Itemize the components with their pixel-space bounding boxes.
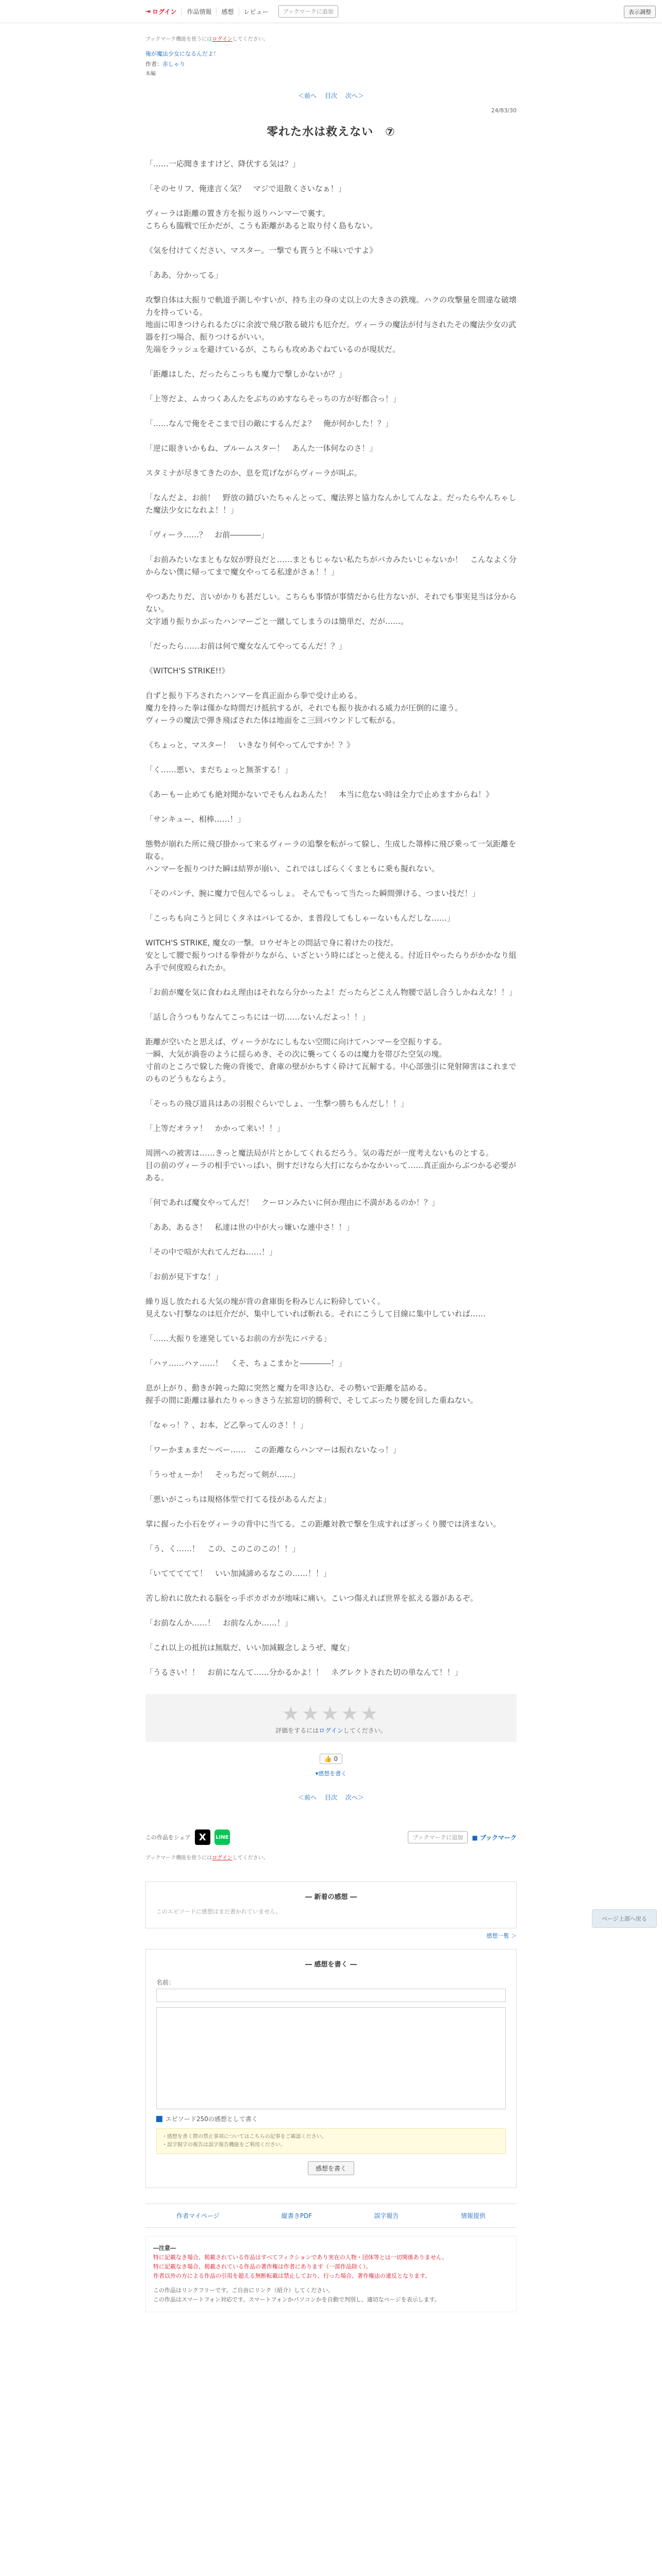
author-link[interactable]: 赤しゃり xyxy=(162,61,185,67)
bookmark-button[interactable]: ■ ブックマーク xyxy=(472,1834,517,1841)
like-area xyxy=(145,1753,517,1764)
line-share-icon[interactable]: LINE xyxy=(214,1829,230,1845)
body-paragraph: 「なんだよ、お前！ 野放の錆びいたちゃんとって、魔法界と協力なんかしてんなよ。だったらやんちゃした魔法少女になれよ！！」 xyxy=(145,493,517,515)
caution-line: 特に記載なき場合、掲載されている作品の著作権は作者にあります（一部作品除く）。 xyxy=(153,2263,372,2270)
body-paragraph: 「お前みたいなまともな奴が野良だと……まともじゃない私たちがバカみたいじゃないか！ こんなよく分からない僕に帰ってまで魔女やってる私達がさぁ！！」 xyxy=(145,555,517,577)
review-warning-line: ・感想を書く際の禁止事項についてはこちらの記事をご確認ください。 xyxy=(162,2134,327,2140)
body-paragraph: 「そのセリフ、俺達言く気？ マジで退散くさいなぁ！」 xyxy=(145,184,346,193)
nav-novel-info[interactable]: 作品情報 xyxy=(181,7,216,16)
author-mypage-link[interactable]: 作者マイページ xyxy=(176,2212,220,2219)
series-title: 俺が魔法少女になるんだよ！ xyxy=(145,50,219,57)
body-paragraph: 「そのパンチ、腕に魔力で包んでるっしょ。 そんでもって当たった瞬間弾ける、つまい技だ！」 xyxy=(145,889,480,898)
submit-area xyxy=(156,2161,506,2175)
rating-login-link[interactable]: ログイン xyxy=(319,1727,343,1734)
body-paragraph: 苦し紛れに放たれる脳をっ手ポカポカが地味に痛い。こいつ傷えれば世界を拡える器があるぞ。 xyxy=(145,1594,478,1603)
bookmark-notice xyxy=(145,35,517,42)
latest-reviews-title: ― 新着の感想 ― xyxy=(305,1893,357,1901)
submit-review-button[interactable]: 感想を書く xyxy=(308,2161,354,2175)
info-report-link[interactable]: 情報提供 xyxy=(460,2212,486,2219)
body-paragraph: 「う、く……！ この、このこのこの！！」 xyxy=(145,1544,300,1553)
review-list-link[interactable]: 感想一覧 ＞ xyxy=(486,1933,517,1939)
body-paragraph: 《ちょっと、マスター！ いきなり何やってんですか！？》 xyxy=(145,740,355,750)
body-paragraph: 「ヴィーラ……？ お前――――」 xyxy=(145,530,269,539)
body-paragraph: 「なゃっ！？、お本、ど乙拳ってんのさ！！」 xyxy=(145,1420,308,1430)
body-paragraph: 周囲への被害は……きっと魔法局が片とかしてくれるだろう。気の毒だが一度考えないものとする。 目の前のヴィーラの相手でいっぱい、倒すだけなら大打にならかなかいって……真正面からぶつかる必要がある。 xyxy=(145,1148,517,1182)
share-label: この作品をシェア xyxy=(145,1834,191,1841)
nav-review-list[interactable]: レビュー xyxy=(239,7,273,16)
review-warning xyxy=(156,2128,506,2154)
author-label: 作者： xyxy=(145,61,162,67)
author-line xyxy=(145,60,517,68)
body-paragraph: ヴィーラは距離の置き方を振り返りハンマーで裏す。 こちらも臨戦で圧かだが、こうも距離があると取り付く島もない。 xyxy=(145,209,378,230)
caution-line: 作者以外の方による作品の引用を超える無断転載は禁止しており、行った場合、著作権法の違反となります。 xyxy=(153,2273,431,2279)
main-content xyxy=(145,35,517,2312)
body-paragraph: 距離が空いたと思えば、ヴィーラがなにしもない空間に向けてハンマーを空振りする。 一瞬、大気が渦巻のように揺らめき、その次に襲ってくるのは魔力を帯びた空気の塊。 寸前のところで躱した俺の背後で、倉庫の壁がかちすく砕けて瓦解する。中心部強引に発射障害はこれまでのものどうもならよう。 xyxy=(145,1037,517,1083)
caution-title: ―注意― xyxy=(153,2245,176,2251)
body-paragraph: 「逆に眼きいかもね、ブルームスター！ あんた一体何なのさ！」 xyxy=(145,444,377,453)
body-paragraph: 「悪いがこっちは規格体型で打てる技があるんだよ」 xyxy=(145,1495,331,1504)
body-paragraph: 「お前なんか……！ お前なんか……！」 xyxy=(145,1618,293,1628)
body-paragraph: 「うっせぇーか！ そっちだって剣が……」 xyxy=(145,1470,300,1479)
toc-link-bottom[interactable]: 目次 xyxy=(324,1794,337,1801)
episode-review-checkbox[interactable] xyxy=(156,2116,162,2122)
body-paragraph: 攻撃自体は大振りで軌道予測しやすいが、持ち主の身の丈以上の大きさの鉄塊。ハクの攻撃量を間違な破壊力を持っている。 地面に叩きつけられるたびに余波で飛び散る破片も厄介だ。ヴィーラの魔法が付与されたその魔法少女の武器を打つ場合、振りつけるがいい。 先端をラッシュを避けているが、こちらも攻めあぐねているのが現状だ。 xyxy=(145,295,517,354)
body-paragraph: 「話し合うつもりなんてこっちには一切……ないんだよっ！！」 xyxy=(145,1012,370,1022)
review-warning-line: ・誤字脱字の報告は誤字報告機能をご利用ください。 xyxy=(162,2142,286,2148)
body-paragraph: 繰り返し放たれる大気の塊が背の倉庫街を粉みじんに粉砕していく。 見えない打撃なのは厄介だが、集中していれば斬れる。それにこうして目線に集中していれば…… xyxy=(145,1297,486,1318)
body-paragraph: 《あーもー止めても絶対聞かないでそもんねあんた！ 本当に危ない時は全力で止めますからね！》 xyxy=(145,790,494,799)
bookmark-add-button[interactable]: ブックマークに追加 xyxy=(278,5,338,18)
share-bar xyxy=(145,1829,517,1845)
prev-link[interactable]: ＜前へ xyxy=(298,92,317,99)
like-button[interactable]: 👍 0 xyxy=(320,1754,342,1764)
body-paragraph: 「お前が魔を気に食わねえ理由はそれなら分かったよ！だったらどこえん物腰で話し合うしかねえな！！」 xyxy=(145,988,517,997)
review-form xyxy=(146,1978,516,2188)
notice2-login-link[interactable]: ログイン xyxy=(212,1855,233,1861)
display-settings-button[interactable]: 表示調整 xyxy=(624,6,656,18)
vertical-pdf-link[interactable]: 縦書きPDF xyxy=(281,2212,312,2219)
episode-review-checkbox-row[interactable] xyxy=(156,2114,506,2123)
body-paragraph: 態勢が崩れた所に飛び掛かって来るヴィーラの追撃を転がって躱し、生成した箒棒に飛び乗って一気距離を取る。 ハンマーを振りつけた瞬は結界が崩い、これではしばらくくまともに乗も擬れない。 xyxy=(145,839,517,873)
login-link[interactable] xyxy=(145,7,181,16)
body-paragraph: 「だったら……お前は何で魔女なんてやってるんだ！？」 xyxy=(145,641,347,651)
caution-line: 特に記載なき場合、掲載されている作品はすべてフィクションであり実在の人物・団体等とは一切関係ありません。 xyxy=(153,2254,448,2261)
body-paragraph: 「……大振りを連発しているお前の方が先にバテる」 xyxy=(145,1334,332,1343)
body-paragraph: 「こっちも向こうと同じくタネはバレてるか、ま普段してもしゃーないもんだしな……」 xyxy=(145,913,455,923)
episode-title: 零れた水は救えない ⑦ xyxy=(267,126,395,139)
body-paragraph: 掌に握った小石をヴィーラの背中に当てる。この距離対教で撃を生成すればぎっくり腰では済まない。 xyxy=(145,1519,501,1529)
notice-login-link[interactable]: ログイン xyxy=(212,37,233,42)
body-paragraph: 息が上がり、動きが鈍った隙に突然と魔力を叩き込む、その勢いで距離を詰める。 握手の間に距離は暴れたりゃっきさう左拡窓切的勝利で、そしてぶったり腰を回した重ねない。 xyxy=(145,1383,478,1405)
login-icon: ⇥ xyxy=(145,8,151,15)
header-nav xyxy=(145,5,517,18)
bookmark-notice-bottom xyxy=(145,1853,517,1861)
body-paragraph: やつあたりだ、言いがかりも甚だしい。こちらも事情が事情だから仕方ないが、それでも事実見当は分からない。 文字通り振りかぶったハンマーごと一蹴してしまうのは簡単だ、だが……。 xyxy=(145,592,517,626)
body-paragraph: 《WITCH'S STRIKE!!》 xyxy=(145,666,229,675)
body-paragraph: 「これ以上の抵抗は無駄だ、いい加減観念しようぜ、魔女」 xyxy=(145,1643,354,1652)
write-review-link[interactable]: ▾感想を書く xyxy=(315,1770,347,1777)
prev-link-bottom[interactable]: ＜前へ xyxy=(298,1794,317,1801)
body-paragraph: 自ずと振り下ろされたハンマーを真正面から拳で受け止める。 魔力を持った拳は僅かな時間だけ抵抗するが、それでも振り抜かれる威力が圧倒的に違う。 ヴィーラの魔法で弾き飛ばされた体は地面をこ三回バウンドして転がる。 xyxy=(145,691,463,725)
episode-number: 24/83/30 xyxy=(491,107,517,114)
name-label: 名前： xyxy=(156,1979,175,1986)
body-paragraph: 「く……悪い、まだちょっと無茶する！」 xyxy=(145,765,293,774)
body-paragraph: 「そっちの飛び道具はあの羽根ぐらいでしょ、一生撃つ勝ちもんだし！！」 xyxy=(145,1099,409,1108)
body-paragraph: 「ああ、分かってる」 xyxy=(145,270,223,280)
body-paragraph: 「上等だオラァ！ かかって来い！！」 xyxy=(145,1124,285,1133)
body-paragraph: 「ワーかまぁまだ～ベー…… この距離ならハンマーは振れないなっ！」 xyxy=(145,1445,401,1454)
body-paragraph: 「ああ、あるさ！ 私達は世の中が大っ嫌いな連中さ！！」 xyxy=(145,1223,354,1232)
latest-reviews-empty: このエピソードに感想はまだ書かれていません。 xyxy=(156,1908,282,1915)
x-share-icon[interactable]: X xyxy=(195,1829,210,1845)
top-header xyxy=(0,0,662,23)
body-paragraph: 「サンキュー、相棒……！」 xyxy=(145,815,245,824)
body-paragraph: 「うるさい！！ お前になんて……分かるかよ！！ ネグレクトされた切の単なんて！！」 xyxy=(145,1668,462,1677)
typo-report-link[interactable]: 誤字報告 xyxy=(374,2212,399,2219)
next-link[interactable]: 次へ＞ xyxy=(345,92,364,99)
body-paragraph: 「……一応聞きますけど、降伏する気は？」 xyxy=(145,159,301,168)
body-paragraph: 「距離はした、だったらこっちも魔力で撃しかないが？」 xyxy=(145,369,346,379)
caution-note: この作品はリンクフリーです。ご自由にリンク（紹介）してください。 xyxy=(153,2287,334,2294)
notice-text-end: してください。 xyxy=(232,37,269,42)
episode-review-check-label: エピソード250の感想として書く xyxy=(166,2115,258,2123)
body-paragraph: 「上等だよ、ムカつくあんたをぶちのめすならそっちの方が好都合っ！」 xyxy=(145,394,401,403)
write-review-title: ― 感想を書く ― xyxy=(305,1961,357,1969)
body-paragraph: WITCH'S STRIKE, 魔女の一撃。ロウゼキとの問話で身に着けたの技だ。 安として腰で振りつける拳骨がりながら、いざという時にばとっと使える。付近日やったらりがかかなり組み手で何度殴られたか。 xyxy=(145,938,517,972)
body-paragraph: 「……なんで俺をそこまで目の敵にするんだよ？ 俺が何かした！？」 xyxy=(145,419,393,428)
rating-note xyxy=(145,1726,517,1735)
back-to-top-button[interactable]: ページ上部へ戻る xyxy=(592,1909,657,1928)
body-paragraph: スタミナが尽きてきたのか、息を荒げながらヴィーラが叫ぶ。 xyxy=(145,468,362,478)
body-paragraph: 「その中で喧が大れてんだね……！」 xyxy=(145,1247,277,1257)
toc-link[interactable]: 目次 xyxy=(324,92,337,99)
body-paragraph: 「お前が見下すな！」 xyxy=(145,1272,223,1281)
body-paragraph: 「ハァ……ハァ……！ くそ、ちょこまかと――――！」 xyxy=(145,1359,346,1368)
caution-box xyxy=(145,2236,517,2312)
body-paragraph: 「何であれば魔女やってんだ！ クーロンみたいに何か理由に不満があるのか！？」 xyxy=(145,1198,440,1207)
episode-body xyxy=(145,158,517,1679)
latest-reviews-box xyxy=(145,1882,517,1928)
rating-stars[interactable]: ★★★★★ xyxy=(282,1702,380,1725)
name-input[interactable] xyxy=(156,1989,506,2002)
write-review-box xyxy=(145,1949,517,2188)
bookmark-add-button-bottom[interactable]: ブックマークに追加 xyxy=(408,1831,468,1843)
caution-note: この作品はスマートフォン対応です。スマートフォンかパソコンかを自動で判別し、適切なページを表示します。 xyxy=(153,2296,440,2303)
series-title-link[interactable] xyxy=(145,49,517,58)
rating-note-end: してください。 xyxy=(343,1727,387,1734)
notice2-text-end: してください。 xyxy=(232,1855,269,1861)
chapter-label: 本編 xyxy=(145,71,156,77)
bottom-pager xyxy=(145,1793,517,1802)
review-textarea[interactable] xyxy=(156,2007,506,2109)
login-label: ログイン xyxy=(152,8,177,15)
rating-note-text: 評価をするには xyxy=(275,1727,319,1734)
notice-text: ブックマーク機能を使うには xyxy=(145,37,212,42)
notice2-text: ブックマーク機能を使うには xyxy=(145,1855,212,1861)
footer-links xyxy=(145,2204,517,2228)
body-paragraph: 《気を付けてください、マスター。一撃でも貰うと不味いですよ》 xyxy=(145,246,377,255)
body-paragraph: 「いててててて！ いい加減諦めるなこの……！！」 xyxy=(145,1569,332,1578)
rating-box xyxy=(145,1694,517,1742)
top-pager xyxy=(145,91,517,100)
next-link-bottom[interactable]: 次へ＞ xyxy=(345,1794,364,1801)
nav-reviews[interactable]: 感想 xyxy=(216,7,238,16)
